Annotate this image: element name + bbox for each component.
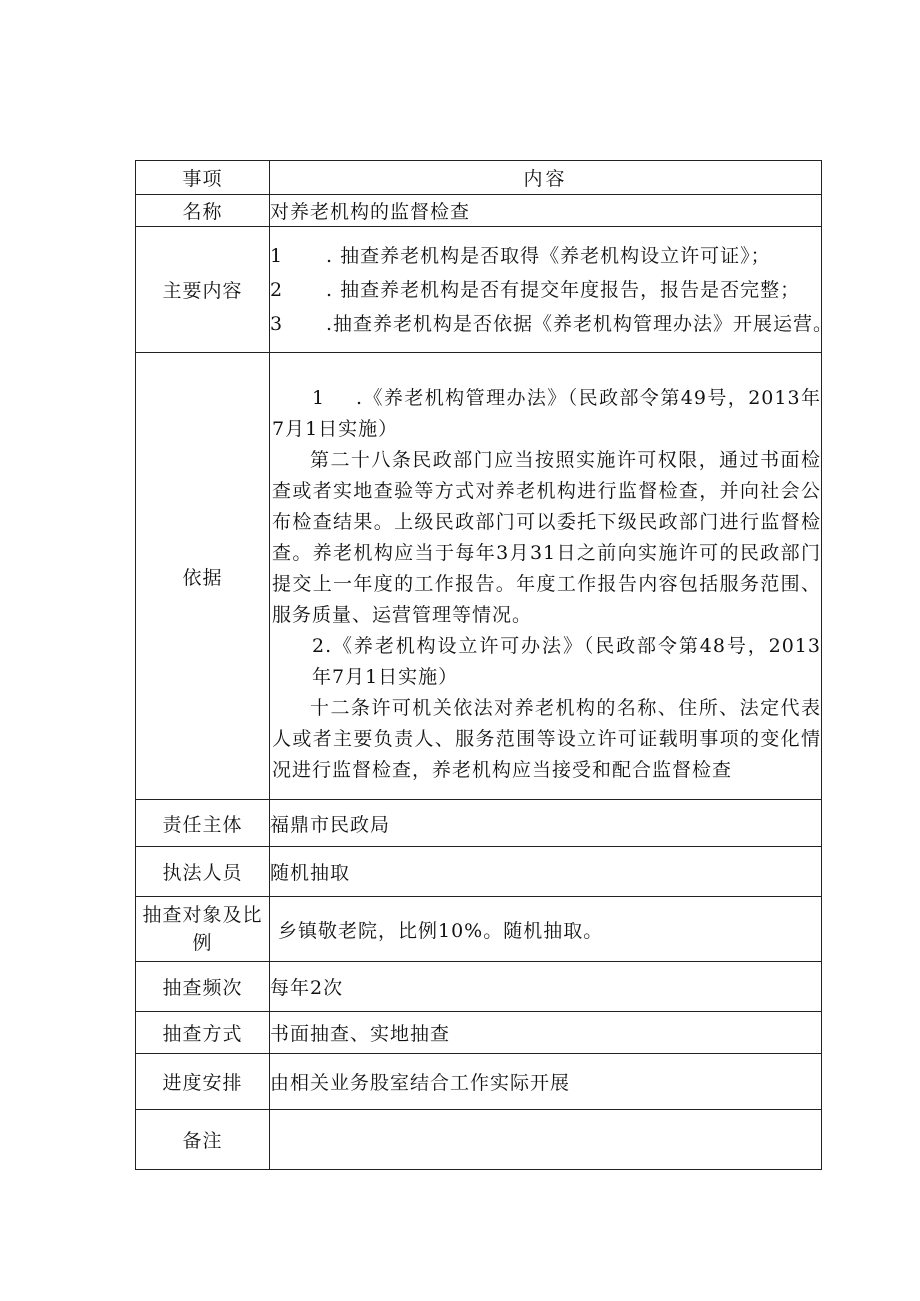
main-content-label: 主要内容 [136,227,270,353]
frequency-value: 每年2次 [270,962,822,1012]
subject-row [136,800,822,847]
schedule-label: 进度安排 [136,1054,270,1110]
schedule-row [136,1054,822,1110]
method-label: 抽查方式 [136,1012,270,1054]
list-item-number: 2 [270,278,284,301]
frequency-label: 抽查频次 [136,962,270,1012]
list-item-number: 3 [270,312,284,335]
method-row [136,1012,822,1054]
subject-value: 福鼎市民政局 [270,800,822,847]
main-content-list [270,227,834,353]
name-row [136,195,822,227]
staff-row [136,847,822,897]
law1-title-text: .《养老机构管理办法》（民政部令第49号，2013年7月1日实施） [272,387,821,440]
inspection-table [135,160,834,1170]
target-label: 抽查对象及比例 [136,897,270,962]
basis-content [270,353,822,800]
name-value: 对养老机构的监督检查 [270,195,822,227]
list-item-text: . 抽查养老机构是否取得《养老机构设立许可证》； [326,244,771,267]
list-item-text: . 抽查养老机构是否有提交年度报告，报告是否完整； [326,278,801,301]
remark-row [136,1110,822,1170]
remark-label: 备注 [136,1110,270,1170]
main-content-row [136,227,822,353]
frequency-row [136,962,822,1012]
method-value: 书面抽查、实地抽查 [270,1012,822,1054]
law2-article: 十二条许可机关依法对养老机构的名称、住所、法定代表人或者主要负责人、服务范围等设立许可证载明事项的变化情况进行监督检查，养老机构应当接受和配合监督检查 [272,697,821,781]
remark-value [270,1110,822,1170]
name-label: 名称 [136,195,270,227]
schedule-value: 由相关业务股室结合工作实际开展 [270,1054,822,1110]
law1-article: 第二十八条民政部门应当按照实施许可权限，通过书面检查或者实地查验等方式对养老机构进行监督检查，并向社会公布检查结果。上级民政部门可以委托下级民政部门进行监督检查。养老机构应当于每年3月31日之前向实施许可的民政部门提交上一年度的工作报告。年度工作报告内容包括服务范围、服务质量、运营管理等情况。 [272,449,821,626]
basis-label: 依据 [136,353,270,800]
header-item: 事项 [136,161,270,195]
list-item [270,307,834,341]
basis-row [136,353,822,800]
target-row [136,897,822,962]
staff-value: 随机抽取 [270,847,822,897]
list-item [270,273,821,307]
list-item [270,239,821,273]
header-content: 内容 [270,161,822,195]
target-value: 乡镇敬老院，比例10%。随机抽取。 [270,897,822,962]
law1-number: 1 [312,387,326,409]
law2-title [272,631,821,693]
staff-label: 执法人员 [136,847,270,897]
law2-title-text: 2.《养老机构设立许可办法》（民政部令第48号，2013年7月1日实施） [312,635,821,688]
header-row [136,161,822,195]
list-item-number: 1 [270,244,284,267]
law1-title [272,383,821,445]
list-item-text: .抽查养老机构是否依据《养老机构管理办法》开展运营。 [326,312,834,335]
subject-label: 责任主体 [136,800,270,847]
